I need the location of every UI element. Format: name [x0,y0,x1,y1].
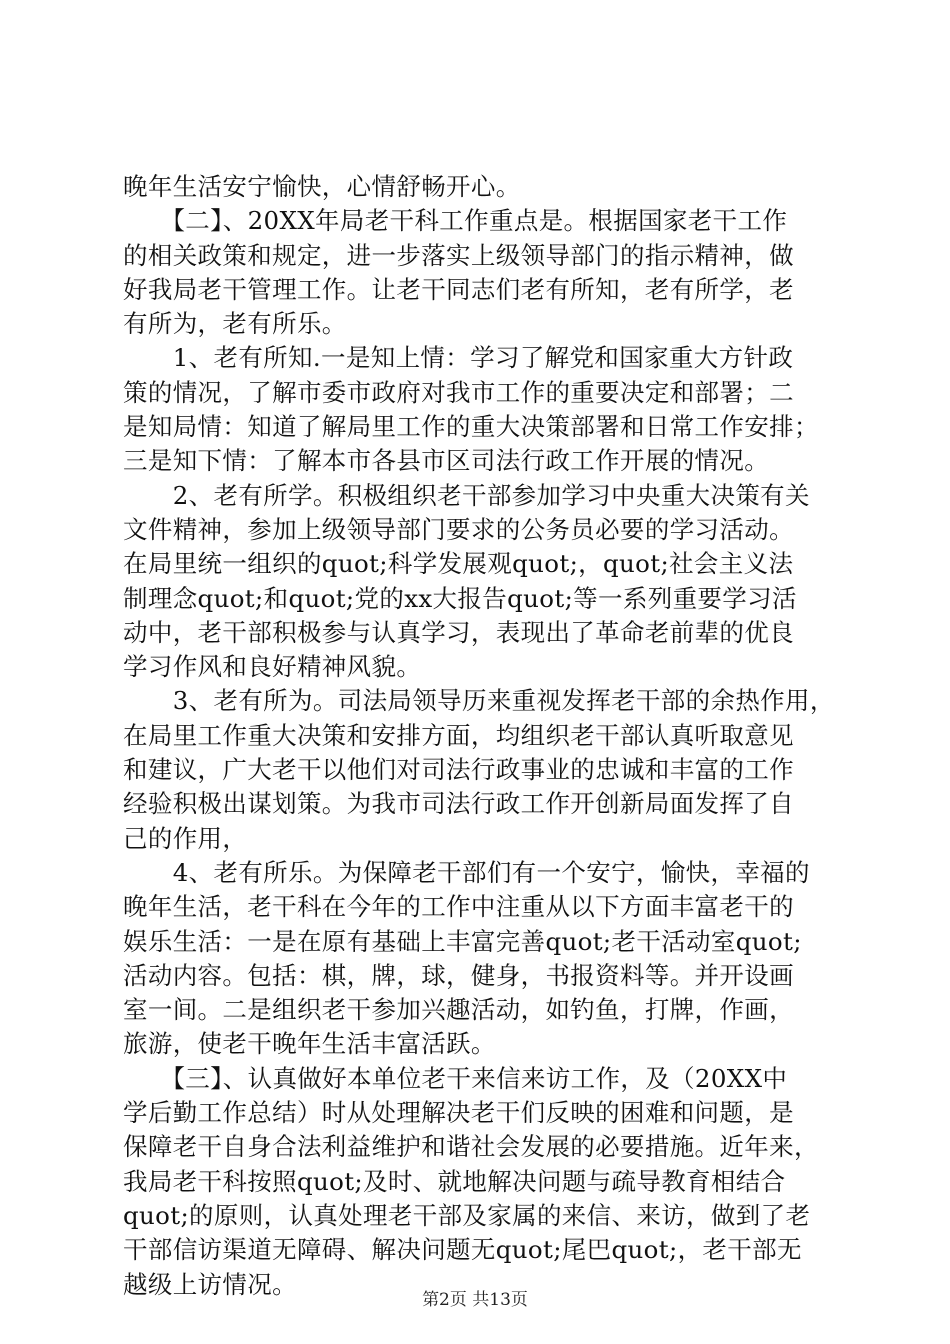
text-line: 学后勤工作总结）时从处理解决老干们反映的困难和问题，是 [123,1098,794,1128]
text-line: 制理念quot;和quot;党的xx大报告quot;等一系列重要学习活 [123,583,797,613]
text-line: 三是知下情：了解本市各县市区司法行政工作开展的情况。 [123,446,770,476]
text-line: quot;的原则，认真处理老干部及家属的来信、来访，做到了老 [123,1200,811,1230]
text-line: 动中，老干部积极参与认真学习，表现出了革命老前辈的优良 [123,617,794,647]
text-line: 有所为，老有所乐。 [123,309,347,339]
document-body [123,170,833,1302]
text-line: 2、老有所学。积极组织老干部参加学习中央重大决策有关 [123,480,810,510]
text-line: 好我局老干管理工作。让老干同志们老有所知，老有所学，老 [123,274,794,304]
text-line: 和建议，广大老干以他们对司法行政事业的忠诚和丰富的工作 [123,755,794,785]
text-line: 【三】、认真做好本单位老干来信来访工作，及（20XX中 [123,1063,788,1093]
text-line: 保障老干自身合法利益维护和谐社会发展的必要措施。近年来， [123,1132,819,1162]
text-line: 经验积极出谋划策。为我市司法行政工作开创新局面发挥了自 [123,789,794,819]
text-line: 1、老有所知.一是知上情：学习了解党和国家重大方针政 [123,343,794,373]
text-line: 4、老有所乐。为保障老干部们有一个安宁，愉快，幸福的 [123,857,810,887]
text-line: 在局里工作重大决策和安排方面，均组织老干部认真听取意见 [123,720,794,750]
text-line: 晚年生活安宁愉快，心情舒畅开心。 [123,172,521,201]
text-line: 越级上访情况。 [123,1269,297,1299]
text-line: 3、老有所为。司法局领导历来重视发挥老干部的余热作用， [123,686,835,716]
text-line: 晚年生活，老干科在今年的工作中注重从以下方面丰富老干的 [123,892,794,922]
text-line: 我局老干科按照quot;及时、就地解决问题与疏导教育相结合 [123,1166,786,1196]
text-line: 的相关政策和规定，进一步落实上级领导部门的指示精神，做 [123,240,794,270]
text-line: 娱乐生活：一是在原有基础上丰富完善quot;老干活动室quot; [123,926,802,956]
text-line: 己的作用， [123,823,248,853]
text-line: 是知局情：知道了解局里工作的重大决策部署和日常工作安排； [123,412,819,442]
page-number: 第2页 共13页 [422,1290,528,1310]
text-line: 干部信访渠道无障碍、解决问题无quot;尾巴quot;，老干部无 [123,1235,802,1265]
text-line: 策的情况，了解市委市政府对我市工作的重要决定和部署；二 [123,377,794,407]
text-line: 【二】、20XX年局老干科工作重点是。根据国家老干工作 [123,206,788,236]
text-line: 文件精神，参加上级领导部门要求的公务员必要的学习活动。 [123,514,794,544]
text-line: 学习作风和良好精神风貌。 [123,652,422,682]
text-line: 室一间。二是组织老干参加兴趣活动，如钓鱼，打牌，作画， [123,995,794,1025]
text-line: 旅游，使老干晚年生活丰富活跃。 [123,1029,496,1059]
text-line: 活动内容。包括：棋，牌，球，健身，书报资料等。并开设画 [123,960,794,990]
text-line: 在局里统一组织的quot;科学发展观quot;，quot;社会主义法 [123,549,794,579]
